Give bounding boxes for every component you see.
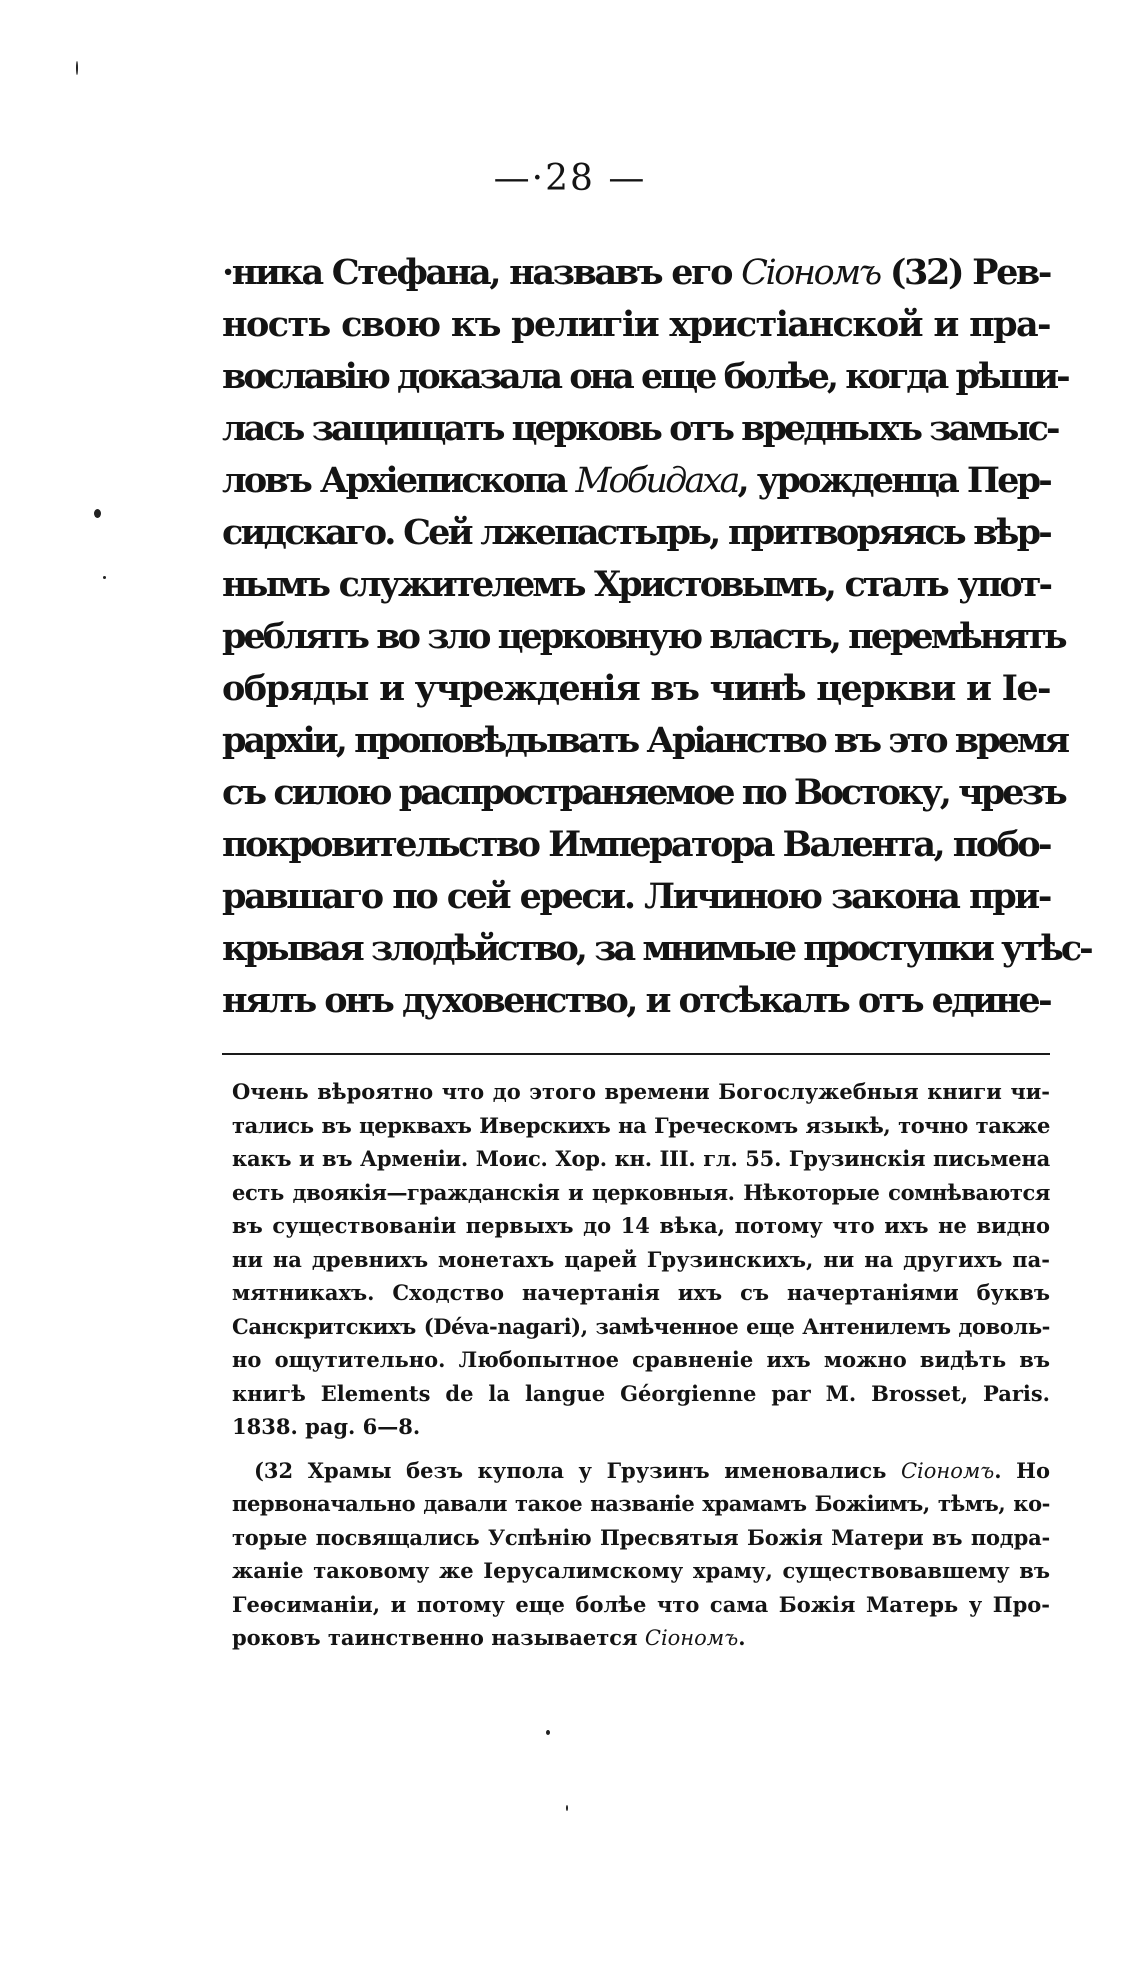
text-line [222, 611, 1065, 663]
text-line [222, 299, 1050, 351]
scan-speck [103, 576, 106, 579]
line-segment: роковъ таинственно называется [232, 1625, 645, 1650]
line-segment: , урожденца Пер- [737, 460, 1050, 501]
line-segment: ность свою къ религіи христіанской и пра- [222, 304, 1050, 345]
line-segment: есть двоякія—гражданскія и церковныя. Нѣкоторые сомнѣваются [232, 1179, 1050, 1205]
line-segment: первоначально давали такое названіе храмамъ Божіимъ, тѣмъ, ко- [232, 1491, 1050, 1516]
line-segment: рархіи, проповѣдывать Аріанство въ это время [222, 720, 1068, 761]
line-segment: . Но [994, 1457, 1050, 1483]
text-line [232, 1075, 1050, 1109]
line-segment: книгѣ Elements de la langue Géorgienne par M. Brosset, Paris. [232, 1380, 1050, 1406]
text-line [222, 507, 1050, 559]
line-segment: вославію доказала она еще болѣе, когда рѣши- [222, 356, 1068, 397]
line-segment: въ существованіи первыхъ до 14 вѣка, потому что ихъ не видно [232, 1213, 1050, 1238]
text-line [232, 1109, 1050, 1143]
scan-speck [546, 1730, 550, 1735]
line-segment: мятникахъ. Сходство начертанія ихъ съ начертаніями буквъ [232, 1280, 1050, 1305]
footnote-1 [232, 1075, 1050, 1444]
text-line [232, 1521, 1050, 1555]
text-line [232, 1209, 1050, 1243]
line-segment: нялъ онъ духовенство, и отсѣкалъ отъ едине- [222, 980, 1050, 1021]
footnote-gap [232, 1444, 1050, 1454]
text-line [222, 715, 1068, 767]
footnotes [232, 1075, 1050, 1655]
main-text [222, 247, 1091, 1027]
italic-term: Сіономъ [644, 1626, 739, 1650]
text-line [232, 1454, 1050, 1488]
line-segment: но ощутительно. Любопытное сравненіе ихъ можно видѣть въ [232, 1347, 1050, 1372]
footnote-divider [222, 1053, 1050, 1055]
text-line [232, 1621, 1050, 1655]
line-segment: лась защищать церковь отъ вредныхъ замыс- [222, 408, 1058, 449]
text-line [232, 1276, 1050, 1310]
text-line [232, 1142, 1050, 1176]
footnote-32 [232, 1454, 1050, 1655]
text-line [232, 1310, 1050, 1344]
page-number: —·28 — [493, 158, 647, 199]
text-line [232, 1343, 1050, 1377]
line-segment: покровительство Императора Валента, побо- [222, 824, 1050, 865]
italic-term: Сіономъ [900, 1458, 995, 1483]
text-line [222, 403, 1058, 455]
line-segment: 1838. pag. 6—8. [232, 1414, 421, 1439]
text-line [222, 559, 1050, 611]
line-segment: ни на древнихъ монетахъ царей Грузинскихъ, ни на другихъ па- [232, 1246, 1050, 1272]
text-line [232, 1243, 1050, 1277]
line-segment: равшаго по сей ереси. Личиною закона при- [222, 876, 1050, 917]
line-segment: Очень вѣроятно что до этого времени Богослужебныя книги чи- [232, 1079, 1050, 1104]
line-segment: (32 Храмы безъ купола у Грузинъ именовались [254, 1457, 901, 1483]
text-line [232, 1554, 1050, 1588]
line-segment: съ силою распространяемое по Востоку, чрезъ [222, 772, 1065, 813]
text-line [222, 455, 1050, 507]
line-segment: жаніе таковому же Іерусалимскому храму, существовавшему въ [232, 1558, 1050, 1583]
line-segment: какъ и въ Арменіи. Моис. Хор. кн. III. гл. 55. Грузинскія письмена [232, 1146, 1050, 1171]
text-line [222, 819, 1050, 871]
line-segment: реблять во зло церковную власть, перемѣнять [222, 616, 1065, 657]
line-segment: ·ника Стефана, назвавъ его [222, 252, 742, 293]
text-line [222, 351, 1068, 403]
italic-term: Мобидаха [575, 461, 738, 501]
line-segment: ловъ Архіепископа [222, 460, 576, 501]
text-line [222, 923, 1091, 975]
line-segment: Санскритскихъ (Déva-nagari), замѣченное еще Антенилемъ доволь- [232, 1313, 1050, 1339]
text-line [232, 1410, 1050, 1444]
line-segment: нымъ служителемъ Христовымъ, сталъ упот- [222, 564, 1050, 605]
scan-speck [566, 1805, 568, 1811]
line-segment: сидскаго. Сей лжепастырь, притворяясь вѣр- [222, 512, 1050, 553]
text-line [222, 975, 1050, 1027]
line-segment: тались въ церквахъ Иверскихъ на Греческомъ языкѣ, точно также [232, 1112, 1050, 1138]
text-line [232, 1176, 1050, 1210]
line-segment: Геѳсиманіи, и потому еще болѣе что сама Божія Матерь у Про- [232, 1591, 1050, 1617]
scan-speck [94, 509, 101, 518]
text-line [222, 247, 1050, 299]
line-segment: . [738, 1625, 746, 1650]
text-line [232, 1487, 1050, 1521]
text-line [232, 1377, 1050, 1411]
text-line [222, 871, 1050, 923]
text-line [222, 767, 1065, 819]
line-segment: крывая злодѣйство, за мнимые проступки утѣс- [222, 928, 1091, 969]
line-segment: обряды и учрежденія въ чинѣ церкви и Іе- [222, 668, 1050, 709]
text-line [232, 1588, 1050, 1622]
line-segment: (32) Рев- [879, 252, 1050, 293]
italic-term: Сіономъ [741, 253, 880, 293]
line-segment: торые посвящались Успѣнію Пресвятыя Божія Матери въ подра- [232, 1524, 1050, 1550]
scan-speck [76, 61, 78, 75]
text-line [222, 663, 1050, 715]
